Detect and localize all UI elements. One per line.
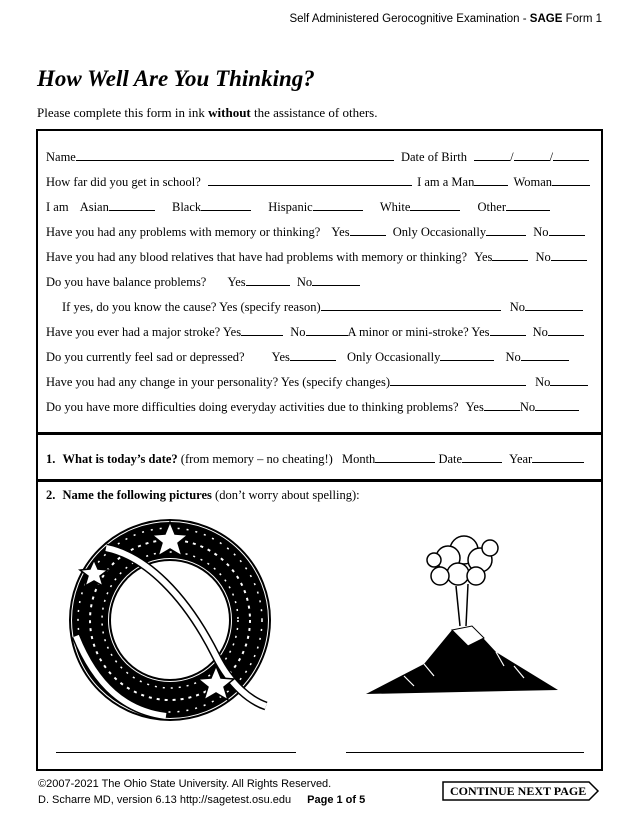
- question-1-row: [46, 451, 593, 467]
- sad-question: Do you currently feel sad or depressed?: [46, 350, 245, 364]
- q2-number: 2.: [46, 488, 56, 502]
- white-label: White: [379, 200, 411, 214]
- stroke-no-label: No: [290, 325, 306, 339]
- name-row: [46, 149, 593, 165]
- relatives-no-field[interactable]: [551, 249, 587, 261]
- personality-field[interactable]: [390, 374, 526, 386]
- dob-slash-2: /: [549, 150, 554, 164]
- man-field[interactable]: [474, 174, 508, 186]
- intro-before: Please complete this form in ink: [37, 105, 209, 120]
- sad-occasionally-label: Only Occasionally: [347, 350, 441, 364]
- white-field[interactable]: [410, 199, 460, 211]
- school-field[interactable]: [208, 174, 412, 186]
- demographics-section: [36, 129, 603, 434]
- asian-label: Asian: [79, 200, 109, 214]
- dob-year-field[interactable]: [553, 149, 589, 161]
- man-label: I am a Man: [417, 175, 475, 189]
- memory-yes-label: Yes: [331, 225, 350, 239]
- sad-no-field[interactable]: [521, 349, 569, 361]
- q1-note: (from memory – no cheating!): [177, 452, 333, 466]
- sad-occasionally-field[interactable]: [440, 349, 494, 361]
- black-label: Black: [171, 200, 202, 214]
- balance-yes-field[interactable]: [246, 274, 290, 286]
- page-number: Page 1 of 5: [307, 794, 366, 806]
- memory-occasionally-label: Only Occasionally: [392, 225, 487, 239]
- personality-no-field[interactable]: [550, 374, 588, 386]
- minor-stroke-yes-field[interactable]: [490, 324, 526, 336]
- form-header: [289, 13, 602, 25]
- q1-prompt: What is today’s date?: [62, 452, 178, 466]
- minor-stroke-question: A minor or mini-stroke? Yes: [347, 325, 490, 339]
- relatives-question: Have you had any blood relatives that have had problems with memory or thinking?: [46, 250, 468, 264]
- q1-month-label: Month: [341, 452, 376, 466]
- header-suffix: Form 1: [562, 13, 602, 25]
- memory-no-field[interactable]: [549, 224, 585, 236]
- difficulty-yes-label: Yes: [465, 400, 484, 414]
- q1-date-field[interactable]: [462, 451, 502, 463]
- dob-day-field[interactable]: [514, 149, 550, 161]
- memory-question: Have you had any problems with memory or thinking?: [46, 225, 321, 239]
- balance-row: [46, 274, 593, 290]
- hispanic-field[interactable]: [313, 199, 363, 211]
- personality-question: Have you had any change in your personality? Yes (specify changes): [46, 375, 390, 389]
- woman-label: Woman: [513, 175, 553, 189]
- q2-note: (don’t worry about spelling):: [211, 488, 360, 502]
- difficulty-row: [46, 399, 593, 415]
- minor-stroke-no-field[interactable]: [548, 324, 584, 336]
- relatives-yes-field[interactable]: [492, 249, 528, 261]
- picture-1-answer-line[interactable]: [56, 752, 296, 753]
- personality-no-label: No: [535, 375, 551, 389]
- relatives-yes-label: Yes: [474, 250, 493, 264]
- stroke-yes-field[interactable]: [241, 324, 283, 336]
- other-label: Other: [477, 200, 506, 214]
- balance-no-label: No: [296, 275, 313, 289]
- relatives-row: [46, 249, 593, 265]
- copyright-text: ©2007-2021 The Ohio State University. All Rights Reserved.: [38, 778, 332, 790]
- continue-next-page-badge: [442, 781, 600, 801]
- wreath-picture: [66, 516, 274, 728]
- memory-occasionally-field[interactable]: [486, 224, 526, 236]
- cause-no-label: No: [509, 300, 526, 314]
- cause-field[interactable]: [321, 299, 501, 311]
- question-1-section: [36, 433, 603, 481]
- q1-year-label: Year: [509, 452, 533, 466]
- page-title: How Well Are You Thinking?: [37, 66, 315, 91]
- q1-date-label: Date: [438, 452, 463, 466]
- header-prefix: Self Administered Gerocognitive Examination -: [289, 13, 530, 25]
- q1-year-field[interactable]: [532, 451, 584, 463]
- balance-yes-label: Yes: [227, 275, 246, 289]
- volcano-picture: [364, 526, 560, 696]
- footer-author-row: [38, 794, 365, 806]
- memory-yes-field[interactable]: [350, 224, 386, 236]
- header-sage: SAGE: [529, 13, 563, 25]
- school-row: [46, 174, 593, 190]
- sad-no-label: No: [505, 350, 521, 364]
- school-label: How far did you get in school?: [46, 175, 201, 189]
- difficulty-question: Do you have more difficulties doing everyday activities due to thinking problems?: [46, 400, 459, 414]
- personality-row: [46, 374, 593, 390]
- sad-yes-field[interactable]: [290, 349, 336, 361]
- dob-label: Date of Birth: [400, 150, 467, 164]
- difficulty-no-label: No: [519, 400, 536, 414]
- woman-field[interactable]: [552, 174, 590, 186]
- difficulty-yes-field[interactable]: [484, 399, 520, 411]
- stroke-row: [46, 324, 593, 340]
- minor-stroke-no-label: No: [532, 325, 548, 339]
- balance-question: Do you have balance problems?: [46, 275, 207, 289]
- dob-slash-1: /: [510, 150, 514, 164]
- asian-field[interactable]: [109, 199, 155, 211]
- stroke-question: Have you ever had a major stroke? Yes: [46, 325, 242, 339]
- relatives-no-label: No: [535, 250, 551, 264]
- cause-row: [46, 299, 593, 315]
- cause-no-field[interactable]: [525, 299, 583, 311]
- q1-number: 1.: [46, 452, 56, 466]
- cause-question: If yes, do you know the cause? Yes (specify reason): [62, 300, 321, 314]
- hispanic-label: Hispanic: [268, 200, 313, 214]
- intro-bold: without: [208, 105, 251, 120]
- question-2-row: [46, 488, 593, 504]
- intro-after: the assistance of others.: [250, 105, 378, 120]
- black-field[interactable]: [201, 199, 251, 211]
- memory-row: [46, 224, 593, 240]
- question-2-section: [36, 480, 603, 771]
- memory-no-label: No: [533, 225, 549, 239]
- sad-yes-label: Yes: [271, 350, 290, 364]
- intro-text: [37, 105, 377, 121]
- name-field[interactable]: [76, 149, 394, 161]
- q2-prompt: Name the following pictures: [62, 488, 212, 502]
- difficulty-no-field[interactable]: [535, 399, 579, 411]
- q1-month-field[interactable]: [375, 451, 435, 463]
- name-label: Name: [46, 150, 76, 164]
- dob-month-field[interactable]: [474, 149, 510, 161]
- iam-label: I am: [46, 200, 69, 214]
- author-text: D. Scharre MD, version 6.13 http://sagetest.osu.edu: [38, 794, 292, 806]
- other-field[interactable]: [506, 199, 550, 211]
- ethnicity-row: [46, 199, 593, 215]
- stroke-no-field[interactable]: [306, 324, 348, 336]
- balance-no-field[interactable]: [312, 274, 360, 286]
- picture-2-answer-line[interactable]: [346, 752, 584, 753]
- sad-row: [46, 349, 593, 365]
- continue-text: CONTINUE NEXT PAGE: [450, 784, 587, 798]
